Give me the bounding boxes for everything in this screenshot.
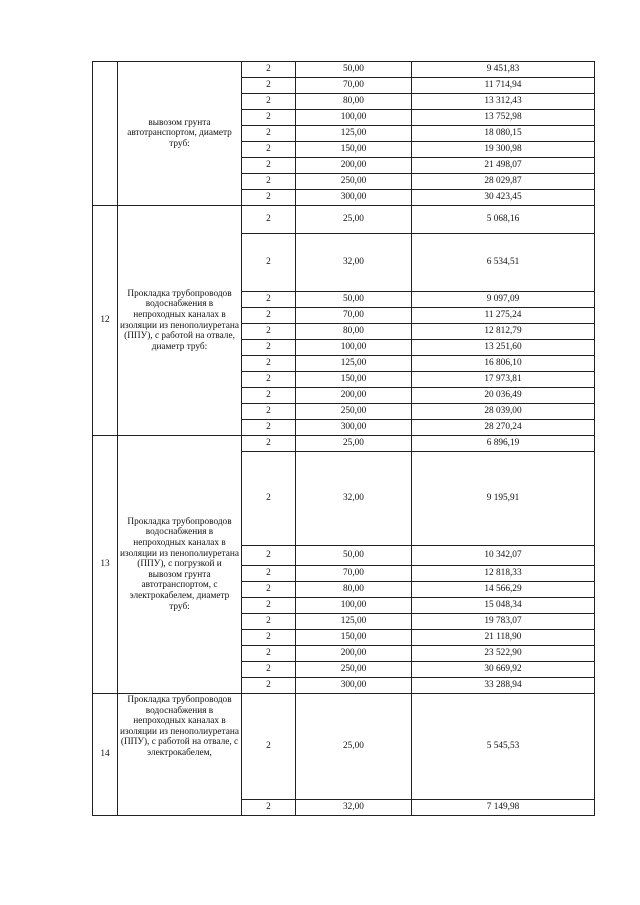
- pipe-count: 2: [242, 324, 296, 340]
- price-value: 18 080,15: [412, 126, 595, 142]
- pipe-diameter: 125,00: [296, 126, 412, 142]
- pipe-count: 2: [242, 614, 296, 630]
- price-value: 21 498,07: [412, 158, 595, 174]
- price-value: 19 783,07: [412, 614, 595, 630]
- table-row: [93, 436, 595, 452]
- pipe-diameter: 25,00: [296, 694, 412, 800]
- pipe-diameter: 32,00: [296, 452, 412, 546]
- table-row: [93, 62, 595, 78]
- table-row: [93, 694, 595, 800]
- table-row: [93, 206, 595, 234]
- pipe-count: 2: [242, 234, 296, 292]
- pipe-count: 2: [242, 94, 296, 110]
- item-number: 13: [93, 436, 118, 694]
- pipe-count: 2: [242, 546, 296, 566]
- pipe-diameter: 50,00: [296, 62, 412, 78]
- pipe-count: 2: [242, 142, 296, 158]
- pipe-count: 2: [242, 630, 296, 646]
- price-value: 33 288,94: [412, 678, 595, 694]
- work-description: вывозом грунта автотранспортом, диаметр труб:: [118, 62, 242, 206]
- price-value: 17 973,81: [412, 372, 595, 388]
- price-value: 9 451,83: [412, 62, 595, 78]
- item-number: 14: [93, 694, 118, 816]
- item-number: [93, 62, 118, 206]
- pipe-count: 2: [242, 110, 296, 126]
- pipe-diameter: 70,00: [296, 308, 412, 324]
- pipe-diameter: 200,00: [296, 388, 412, 404]
- price-value: 20 036,49: [412, 388, 595, 404]
- pipe-count: 2: [242, 190, 296, 206]
- price-value: 14 566,29: [412, 582, 595, 598]
- pipe-count: 2: [242, 340, 296, 356]
- pipe-diameter: 100,00: [296, 340, 412, 356]
- price-value: 9 195,91: [412, 452, 595, 546]
- pipe-count: 2: [242, 62, 296, 78]
- pipe-diameter: 300,00: [296, 420, 412, 436]
- price-value: 7 149,98: [412, 800, 595, 816]
- work-description: Прокладка трубопроводов водоснабжения в непроходных каналах в изоляции из пенополиуретана (ППУ), с погрузкой и вывозом грунта автотранспортом, с электрокабелем, диаметр труб:: [118, 436, 242, 694]
- pipe-count: 2: [242, 372, 296, 388]
- pipe-count: 2: [242, 436, 296, 452]
- pipe-diameter: 25,00: [296, 206, 412, 234]
- pipe-diameter: 150,00: [296, 630, 412, 646]
- price-value: 21 118,90: [412, 630, 595, 646]
- pipe-count: 2: [242, 678, 296, 694]
- pipe-diameter: 25,00: [296, 436, 412, 452]
- pipe-count: 2: [242, 158, 296, 174]
- pipe-diameter: 80,00: [296, 582, 412, 598]
- pipe-count: 2: [242, 582, 296, 598]
- price-value: 30 423,45: [412, 190, 595, 206]
- price-table: [92, 61, 595, 816]
- pipe-diameter: 200,00: [296, 646, 412, 662]
- pipe-diameter: 70,00: [296, 566, 412, 582]
- price-value: 10 342,07: [412, 546, 595, 566]
- pipe-diameter: 80,00: [296, 324, 412, 340]
- pipe-count: 2: [242, 694, 296, 800]
- pipe-diameter: 150,00: [296, 142, 412, 158]
- work-description: Прокладка трубопроводов водоснабжения в непроходных каналах в изоляции из пенополиуретана (ППУ), с работой на отвале, диаметр труб:: [118, 206, 242, 436]
- price-value: 15 048,34: [412, 598, 595, 614]
- price-value: 11 275,24: [412, 308, 595, 324]
- pipe-count: 2: [242, 420, 296, 436]
- pipe-diameter: 32,00: [296, 800, 412, 816]
- price-value: 12 812,79: [412, 324, 595, 340]
- price-value: 6 534,51: [412, 234, 595, 292]
- price-value: 13 251,60: [412, 340, 595, 356]
- pipe-diameter: 250,00: [296, 662, 412, 678]
- pipe-diameter: 50,00: [296, 546, 412, 566]
- pipe-count: 2: [242, 78, 296, 94]
- pipe-count: 2: [242, 404, 296, 420]
- pipe-count: 2: [242, 356, 296, 372]
- pipe-diameter: 250,00: [296, 174, 412, 190]
- pipe-diameter: 125,00: [296, 614, 412, 630]
- pipe-count: 2: [242, 452, 296, 546]
- pipe-count: 2: [242, 598, 296, 614]
- pipe-diameter: 100,00: [296, 598, 412, 614]
- price-value: 19 300,98: [412, 142, 595, 158]
- pipe-count: 2: [242, 206, 296, 234]
- pipe-diameter: 125,00: [296, 356, 412, 372]
- work-description: Прокладка трубопроводов водоснабжения в непроходных каналах в изоляции из пенополиуретана (ППУ), с работой на отвале, с электрокабелем,: [118, 694, 242, 816]
- pipe-diameter: 100,00: [296, 110, 412, 126]
- pipe-count: 2: [242, 566, 296, 582]
- price-value: 13 312,43: [412, 94, 595, 110]
- pipe-diameter: 50,00: [296, 292, 412, 308]
- pipe-diameter: 150,00: [296, 372, 412, 388]
- price-value: 12 818,33: [412, 566, 595, 582]
- price-value: 5 068,16: [412, 206, 595, 234]
- pipe-diameter: 300,00: [296, 678, 412, 694]
- price-value: 28 039,00: [412, 404, 595, 420]
- price-value: 9 097,09: [412, 292, 595, 308]
- pipe-diameter: 250,00: [296, 404, 412, 420]
- price-value: 16 806,10: [412, 356, 595, 372]
- price-value: 5 545,53: [412, 694, 595, 800]
- price-value: 30 669,92: [412, 662, 595, 678]
- price-value: 28 270,24: [412, 420, 595, 436]
- pipe-count: 2: [242, 646, 296, 662]
- pipe-diameter: 70,00: [296, 78, 412, 94]
- price-value: 6 896,19: [412, 436, 595, 452]
- price-value: 23 522,90: [412, 646, 595, 662]
- price-value: 28 029,87: [412, 174, 595, 190]
- pipe-count: 2: [242, 308, 296, 324]
- pipe-count: 2: [242, 388, 296, 404]
- pipe-diameter: 32,00: [296, 234, 412, 292]
- pipe-count: 2: [242, 800, 296, 816]
- pipe-diameter: 80,00: [296, 94, 412, 110]
- item-number: 12: [93, 206, 118, 436]
- price-value: 11 714,94: [412, 78, 595, 94]
- pipe-count: 2: [242, 174, 296, 190]
- pipe-diameter: 200,00: [296, 158, 412, 174]
- pipe-count: 2: [242, 292, 296, 308]
- pipe-count: 2: [242, 662, 296, 678]
- pipe-diameter: 300,00: [296, 190, 412, 206]
- pipe-count: 2: [242, 126, 296, 142]
- price-value: 13 752,98: [412, 110, 595, 126]
